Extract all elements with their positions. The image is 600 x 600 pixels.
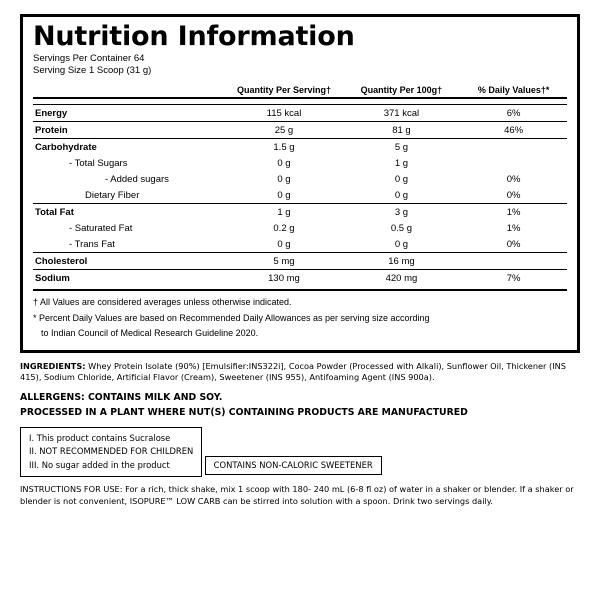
- instructions-text: For a rich, thick shake, mix 1 scoop with 180- 240 mL (6-8 fl oz) of water in a shaker or blender. If a shaker or blender is not convenient, ISOPURE™ LOW CARB can be stirred into solution with a spoon. Drink two servings daily.: [20, 484, 574, 506]
- row-dv-value: [460, 155, 567, 171]
- footnote-daily-values-cont: to Indian Council of Medical Research Guideline 2020.: [41, 327, 259, 338]
- column-header-daily-values: % Daily Values†*: [477, 84, 550, 95]
- nutrition-facts-panel: [20, 14, 580, 353]
- row-serving-value: 0 g: [277, 173, 291, 185]
- row-per100g-value: 0.5 g: [390, 222, 412, 234]
- row-label: Energy: [33, 105, 225, 122]
- row-serving-value: 0 g: [277, 238, 291, 250]
- table-row: [33, 155, 567, 171]
- serving-size: Serving Size 1 Scoop (31 g): [33, 65, 152, 77]
- row-per100g-value: 1 g: [394, 157, 409, 169]
- row-dv-value: 1%: [506, 222, 521, 234]
- column-header-quantity-per-serving: Quantity Per Serving†: [236, 84, 331, 95]
- row-dv-value: 0%: [506, 173, 521, 185]
- row-label: Carbohydrate: [33, 139, 225, 156]
- table-row: [33, 139, 567, 156]
- column-header-quantity-per-100g: Quantity Per 100g†: [360, 84, 443, 95]
- row-label: Sodium: [33, 270, 225, 287]
- instructions-section: [20, 484, 580, 508]
- footnote-averages: † All Values are considered averages unless otherwise indicated.: [33, 297, 292, 308]
- label-lower-content: [20, 361, 580, 508]
- row-per100g-value: 0 g: [394, 173, 409, 185]
- row-label: - Added sugars: [105, 173, 169, 185]
- row-label: - Saturated Fat: [69, 222, 133, 234]
- footnote-daily-values: * Percent Daily Values are based on Recommended Daily Allowances as per serving size according: [33, 312, 430, 323]
- table-row: [33, 171, 567, 187]
- row-serving-value: 1.5 g: [225, 139, 342, 156]
- row-label: Protein: [33, 122, 225, 139]
- row-dv-value: 1%: [460, 204, 567, 221]
- row-per100g-value: 420 mg: [343, 270, 460, 287]
- ingredients-text: Whey Protein Isolate (90%) [Emulsifier:INS322i], Cocoa Powder (Processed with Alkali), Sunflower Oil, Thickener (INS 415), Sodium Chloride, Artificial Flavor (Cream), Sweetener (INS 955), Antifoaming Agent (INS 900a).: [20, 360, 566, 383]
- claims-box: [20, 427, 202, 477]
- row-label: Cholesterol: [33, 253, 225, 270]
- row-per100g-value: 3 g: [343, 204, 460, 221]
- row-dv-value: [460, 139, 567, 156]
- row-serving-value: 130 mg: [225, 270, 342, 287]
- claim-item: I. This product contains Sucralose: [29, 432, 171, 443]
- row-serving-value: 0 g: [277, 157, 291, 169]
- table-row: [33, 204, 567, 221]
- row-dv-value: 6%: [460, 105, 567, 122]
- row-serving-value: 25 g: [225, 122, 342, 139]
- table-header-row: [33, 82, 567, 98]
- nutrition-table: [33, 82, 567, 286]
- non-caloric-sweetener-box: CONTAINS NON-CALORIC SWEETENER: [205, 456, 382, 475]
- table-row: [33, 105, 567, 122]
- row-dv-value: 7%: [460, 270, 567, 287]
- row-serving-value: 5 mg: [225, 253, 342, 270]
- row-dv-value: 0%: [506, 189, 521, 201]
- claim-item: III. No sugar added in the product: [29, 459, 170, 470]
- row-serving-value: 0.2 g: [273, 222, 295, 234]
- claim-item: II. NOT RECOMMENDED FOR CHILDREN: [29, 446, 194, 457]
- table-row: [33, 220, 567, 236]
- row-label: - Trans Fat: [69, 238, 115, 250]
- table-row: [33, 270, 567, 287]
- row-dv-value: [460, 253, 567, 270]
- row-label: Total Fat: [33, 204, 225, 221]
- row-serving-value: 115 kcal: [225, 105, 342, 122]
- row-per100g-value: 371 kcal: [343, 105, 460, 122]
- row-per100g-value: 5 g: [343, 139, 460, 156]
- table-row: [33, 253, 567, 270]
- row-per100g-value: 0 g: [394, 189, 409, 201]
- page-title: Nutrition Information: [33, 21, 355, 52]
- row-serving-value: 1 g: [225, 204, 342, 221]
- table-row: [33, 122, 567, 139]
- row-serving-value: 0 g: [277, 189, 291, 201]
- ingredients-heading: INGREDIENTS:: [20, 360, 86, 371]
- row-per100g-value: 16 mg: [343, 253, 460, 270]
- ingredients-section: [20, 361, 580, 384]
- row-per100g-value: 81 g: [343, 122, 460, 139]
- instructions-heading: INSTRUCTIONS FOR USE:: [20, 484, 123, 495]
- allergens-statement: ALLERGENS: CONTAINS MILK AND SOY.: [20, 391, 223, 403]
- row-dv-value: 46%: [460, 122, 567, 139]
- row-dv-value: 0%: [506, 238, 521, 250]
- nutrition-table-body: [33, 98, 567, 286]
- table-row: [33, 236, 567, 253]
- row-label: Dietary Fiber: [85, 189, 140, 201]
- servings-per-container: Servings Per Container 64: [33, 53, 145, 65]
- column-header-blank: [33, 82, 225, 98]
- row-label: - Total Sugars: [69, 157, 128, 169]
- row-per100g-value: 0 g: [394, 238, 409, 250]
- table-row: [33, 187, 567, 204]
- processed-statement: PROCESSED IN A PLANT WHERE NUT(S) CONTAINING PRODUCTS ARE MANUFACTURED: [20, 407, 468, 419]
- footnotes: [33, 289, 567, 338]
